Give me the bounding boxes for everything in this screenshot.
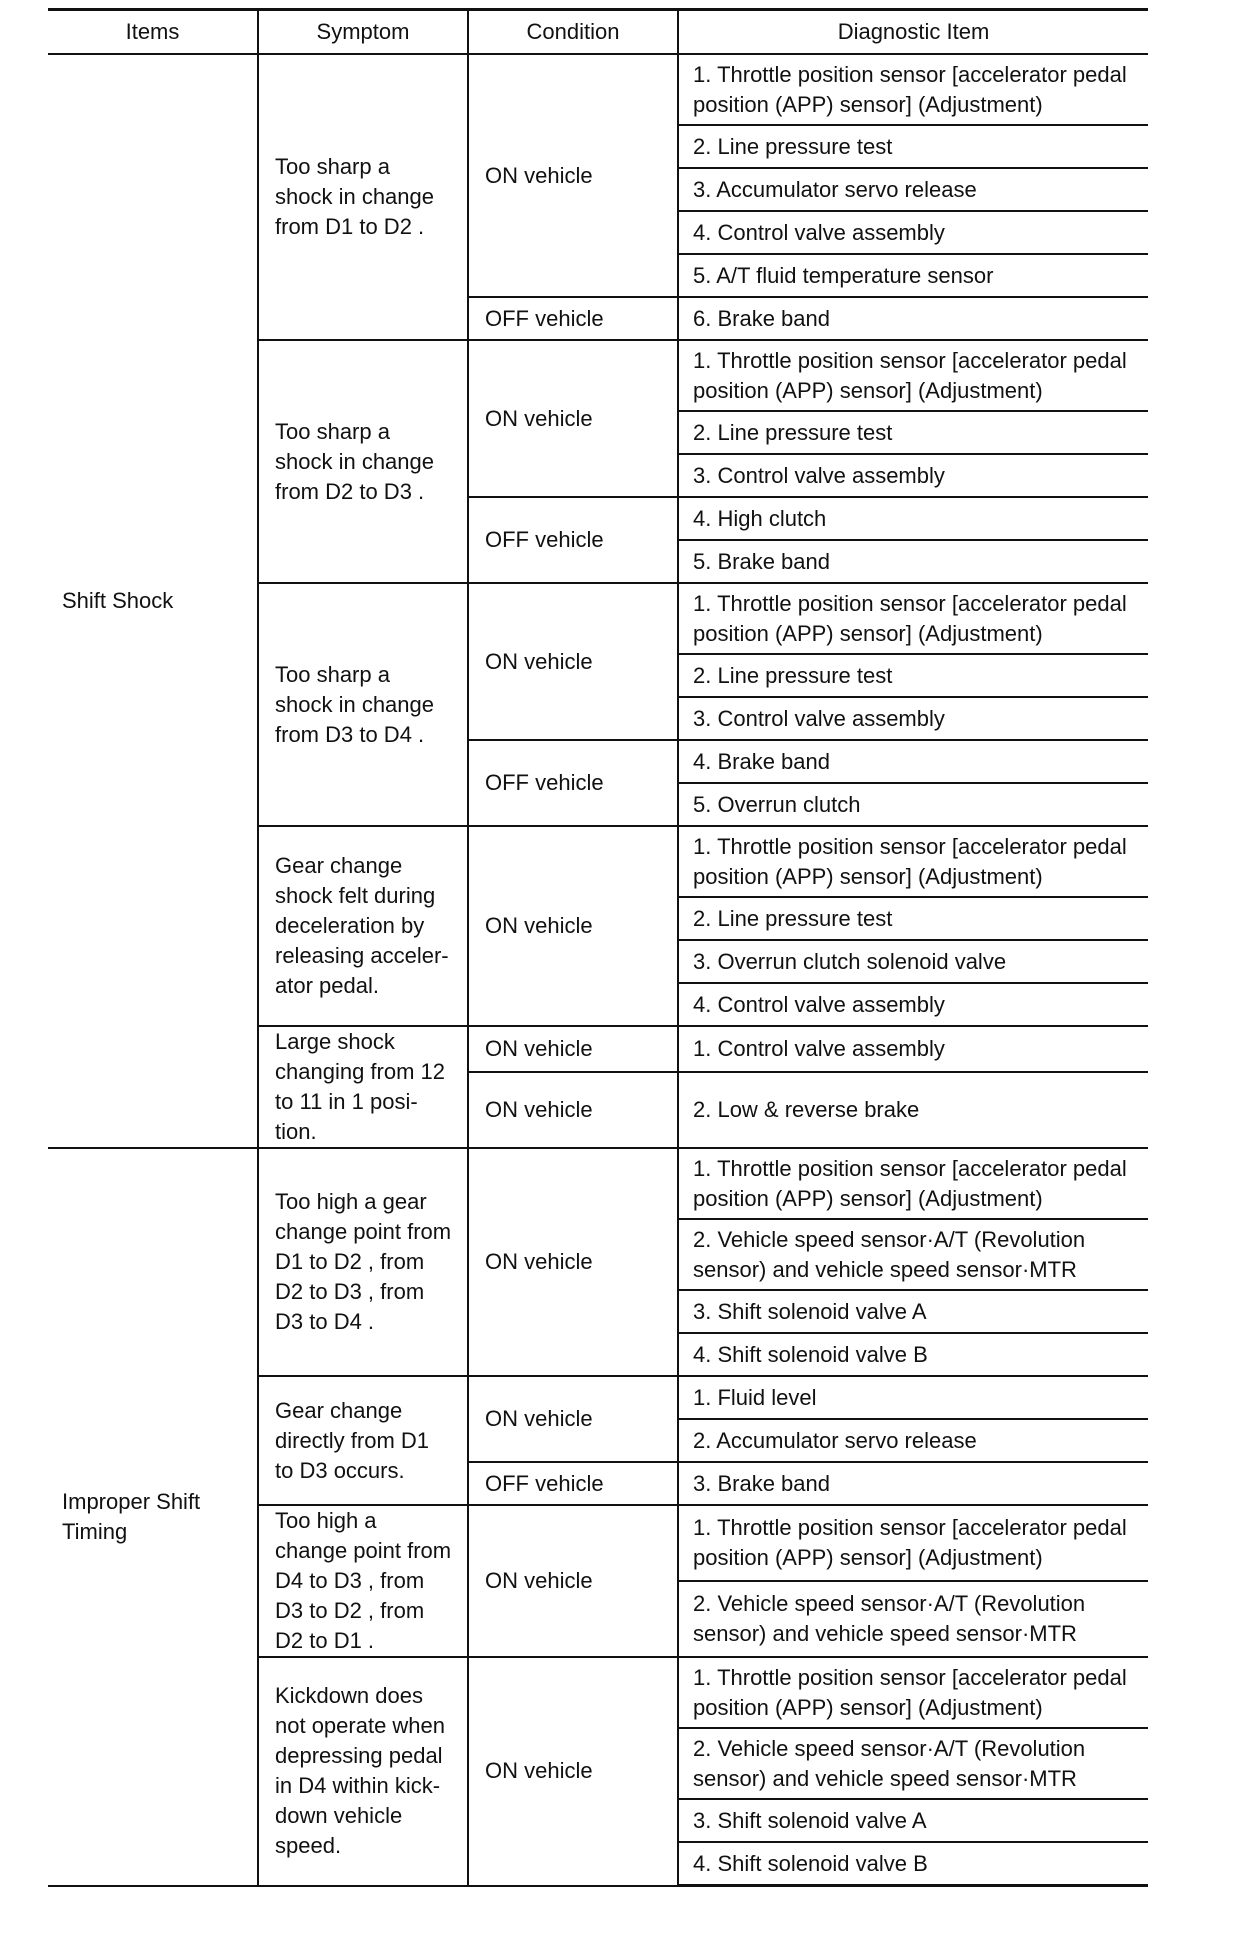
symptom-cell: Large shock changing from 12 to 11 in 1 posi- tion.: [258, 1026, 468, 1148]
diagnostic-item-cell: 3. Shift solenoid valve A: [678, 1799, 1148, 1842]
diagnostic-item-cell: 5. A/T fluid temperature sensor: [678, 254, 1148, 297]
diagnostic-table: [48, 8, 1148, 1887]
condition-cell: ON vehicle: [468, 1072, 678, 1148]
condition-cell: OFF vehicle: [468, 740, 678, 826]
item-cell: Improper Shift Timing: [48, 1148, 258, 1886]
diagnostic-item-cell: 4. Brake band: [678, 740, 1148, 783]
diagnostic-item-cell: 2. Vehicle speed sensor·A/T (Revolution sensor) and vehicle speed sensor·MTR: [678, 1219, 1148, 1290]
diagnostic-item-cell: 2. Vehicle speed sensor·A/T (Revolution sensor) and vehicle speed sensor·MTR: [678, 1581, 1148, 1657]
symptom-cell: Too high a change point from D4 to D3 , from D3 to D2 , from D2 to D1 .: [258, 1505, 468, 1657]
condition-cell: ON vehicle: [468, 1026, 678, 1072]
diagnostic-item-cell: 5. Overrun clutch: [678, 783, 1148, 826]
condition-cell: ON vehicle: [468, 826, 678, 1026]
diagnostic-item-cell: 1. Control valve assembly: [678, 1026, 1148, 1072]
header-symptom: Symptom: [258, 10, 468, 55]
condition-cell: OFF vehicle: [468, 497, 678, 583]
diagnostic-table-page: [48, 8, 1148, 1887]
diagnostic-item-cell: 3. Shift solenoid valve A: [678, 1290, 1148, 1333]
diagnostic-item-cell: 2. Accumulator servo release: [678, 1419, 1148, 1462]
condition-cell: ON vehicle: [468, 1657, 678, 1886]
item-group: [48, 54, 1148, 1148]
header-items: Items: [48, 10, 258, 55]
diagnostic-item-cell: 5. Brake band: [678, 540, 1148, 583]
diagnostic-item-cell: 2. Line pressure test: [678, 411, 1148, 454]
diagnostic-item-cell: 1. Throttle position sensor [accelerator pedal position (APP) sensor] (Adjustment): [678, 826, 1148, 897]
symptom-cell: Too sharp a shock in change from D3 to D4 .: [258, 583, 468, 826]
diagnostic-item-cell: 3. Overrun clutch solenoid valve: [678, 940, 1148, 983]
condition-cell: OFF vehicle: [468, 1462, 678, 1505]
diagnostic-item-cell: 4. High clutch: [678, 497, 1148, 540]
symptom-cell: Too sharp a shock in change from D1 to D2 .: [258, 54, 468, 340]
symptom-cell: Gear change directly from D1 to D3 occurs.: [258, 1376, 468, 1505]
condition-cell: ON vehicle: [468, 54, 678, 297]
diagnostic-item-cell: 4. Shift solenoid valve B: [678, 1333, 1148, 1376]
header-row: [48, 10, 1148, 55]
diagnostic-item-cell: 2. Low & reverse brake: [678, 1072, 1148, 1148]
diagnostic-item-cell: 4. Control valve assembly: [678, 211, 1148, 254]
diagnostic-item-cell: 4. Control valve assembly: [678, 983, 1148, 1026]
symptom-cell: Gear change shock felt during deceleration by releasing acceler- ator pedal.: [258, 826, 468, 1026]
item-group: [48, 1148, 1148, 1886]
diagnostic-item-cell: 3. Control valve assembly: [678, 454, 1148, 497]
condition-cell: ON vehicle: [468, 1505, 678, 1657]
diagnostic-item-cell: 2. Line pressure test: [678, 897, 1148, 940]
header-condition: Condition: [468, 10, 678, 55]
condition-cell: ON vehicle: [468, 1148, 678, 1376]
diagnostic-item-cell: 2. Line pressure test: [678, 125, 1148, 168]
diagnostic-item-cell: 1. Throttle position sensor [accelerator pedal position (APP) sensor] (Adjustment): [678, 1657, 1148, 1728]
symptom-cell: Too high a gear change point from D1 to D2 , from D2 to D3 , from D3 to D4 .: [258, 1148, 468, 1376]
diagnostic-item-cell: 3. Accumulator servo release: [678, 168, 1148, 211]
condition-cell: ON vehicle: [468, 583, 678, 740]
diagnostic-item-cell: 1. Throttle position sensor [accelerator pedal position (APP) sensor] (Adjustment): [678, 1148, 1148, 1219]
header-diagnostic-item: Diagnostic Item: [678, 10, 1148, 55]
condition-cell: ON vehicle: [468, 340, 678, 497]
diagnostic-item-cell: 1. Throttle position sensor [accelerator pedal position (APP) sensor] (Adjustment): [678, 340, 1148, 411]
table-row: [48, 1148, 1148, 1219]
diagnostic-item-cell: 1. Fluid level: [678, 1376, 1148, 1419]
table-row: [48, 54, 1148, 125]
diagnostic-item-cell: 3. Control valve assembly: [678, 697, 1148, 740]
diagnostic-item-cell: 2. Line pressure test: [678, 654, 1148, 697]
diagnostic-item-cell: 6. Brake band: [678, 297, 1148, 340]
diagnostic-item-cell: 4. Shift solenoid valve B: [678, 1842, 1148, 1886]
diagnostic-item-cell: 1. Throttle position sensor [accelerator pedal position (APP) sensor] (Adjustment): [678, 54, 1148, 125]
diagnostic-item-cell: 1. Throttle position sensor [accelerator pedal position (APP) sensor] (Adjustment): [678, 583, 1148, 654]
symptom-cell: Kickdown does not operate when depressing pedal in D4 within kick- down vehicle speed.: [258, 1657, 468, 1886]
diagnostic-item-cell: 3. Brake band: [678, 1462, 1148, 1505]
condition-cell: OFF vehicle: [468, 297, 678, 340]
condition-cell: ON vehicle: [468, 1376, 678, 1462]
diagnostic-item-cell: 2. Vehicle speed sensor·A/T (Revolution sensor) and vehicle speed sensor·MTR: [678, 1728, 1148, 1799]
item-cell: Shift Shock: [48, 54, 258, 1148]
symptom-cell: Too sharp a shock in change from D2 to D3 .: [258, 340, 468, 583]
diagnostic-item-cell: 1. Throttle position sensor [accelerator pedal position (APP) sensor] (Adjustment): [678, 1505, 1148, 1581]
